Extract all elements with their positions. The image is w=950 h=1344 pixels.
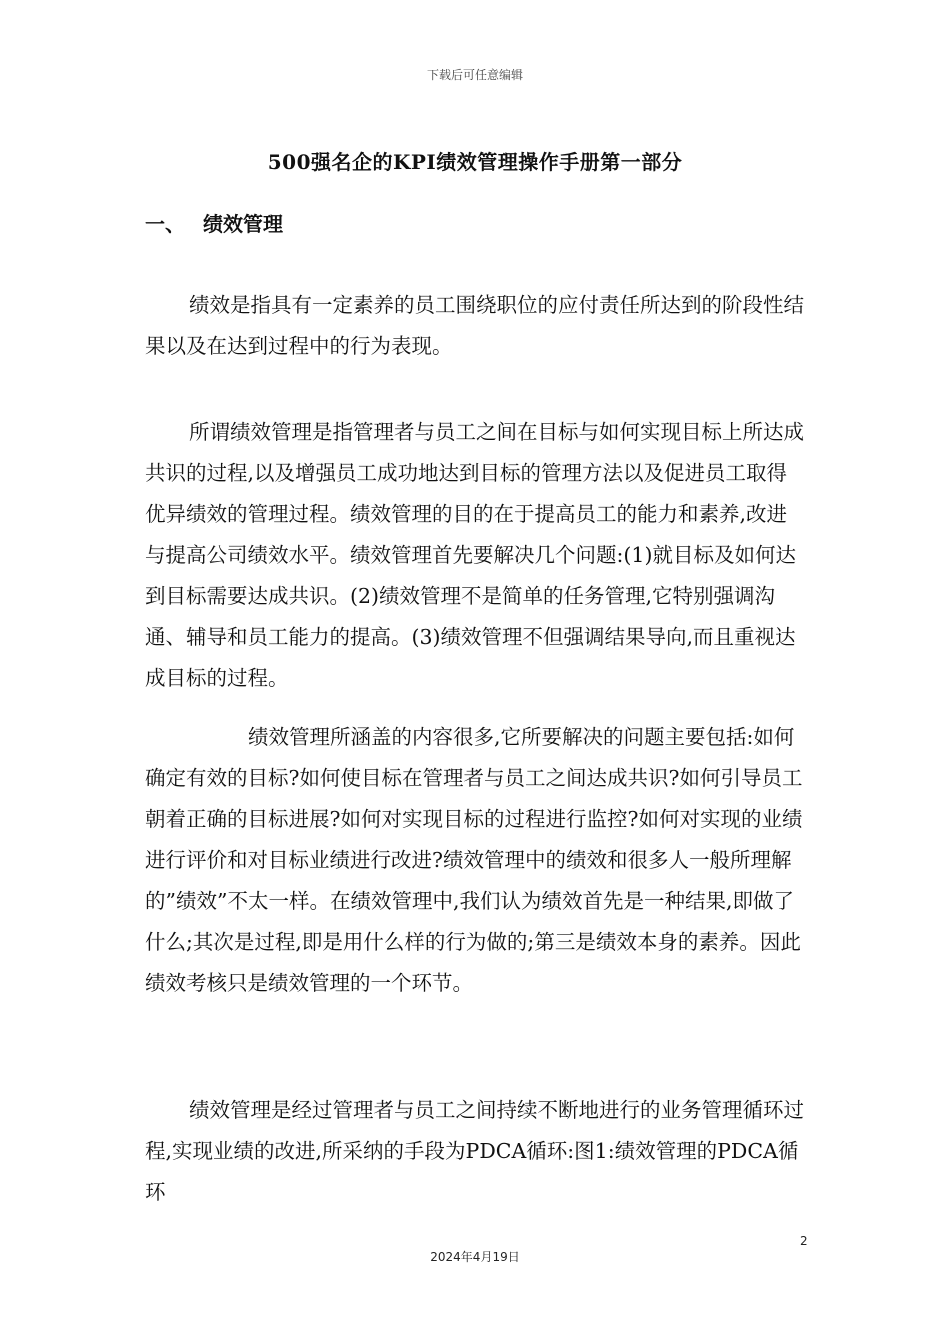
section-title: 绩效管理 bbox=[203, 212, 283, 236]
paragraph-definition: 绩效是指具有一定素养的员工围绕职位的应付责任所达到的阶段性结果以及在达到过程中的行为表现。 bbox=[145, 293, 804, 358]
footer-date: 2024年4月19日 bbox=[430, 1250, 520, 1264]
document-title: 500强名企的KPI绩效管理操作手册第一部分 bbox=[267, 150, 683, 174]
paragraph-management: 所谓绩效管理是指管理者与员工之间在目标与如何实现目标上所达成共识的过程,以及增强员工成功地达到目标的管理方法以及促进员工取得优异绩效的管理过程。绩效管理的目的在于提高员工的能力和素养,改进与提高公司绩效水平。绩效管理首先要解决几个问题:(1)就目标及如何达到目标需要达成共识。(2)绩效管理不是简单的任务管理,它特别强调沟通、辅导和员工能力的提高。(3)绩效管理不但强调结果导向,而且重视达成目标的过程。 bbox=[145, 420, 804, 690]
section-number: 一、 bbox=[145, 212, 185, 236]
section-heading bbox=[145, 208, 283, 237]
header-note: 下载后可任意编辑 bbox=[426, 68, 523, 82]
page-number: 2 bbox=[800, 1234, 808, 1248]
paragraph-pdca: 绩效管理是经过管理者与员工之间持续不断地进行的业务管理循环过程,实现业绩的改进,所采纳的手段为PDCA循环:图1:绩效管理的PDCA循环 bbox=[145, 1098, 804, 1204]
paragraph-scope: 绩效管理所涵盖的内容很多,它所要解决的问题主要包括:如何确定有效的目标?如何使目标在管理者与员工之间达成共识?如何引导员工朝着正确的目标进展?如何对实现目标的过程进行监控?如何对实现的业绩进行评价和对目标业绩进行改进?绩效管理中的绩效和很多人一般所理解的”绩效”不太一样。在绩效管理中,我们认为绩效首先是一种结果,即做了什么;其次是过程,即是用什么样的行为做的;第三是绩效本身的素养。因此绩效考核只是绩效管理的一个环节。 bbox=[145, 725, 803, 995]
